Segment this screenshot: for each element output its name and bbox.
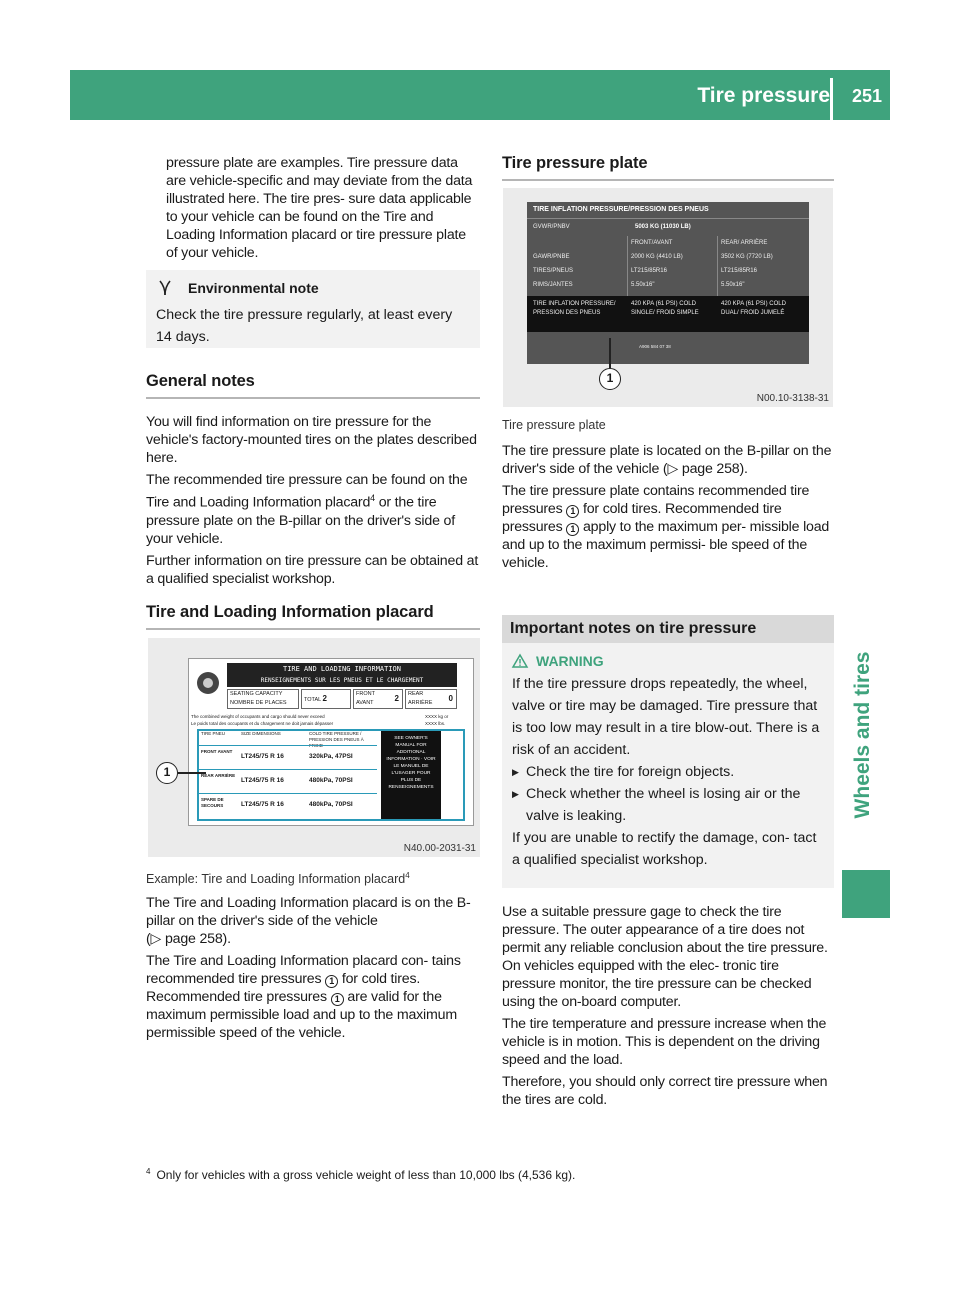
- callout-1-icon: 1: [566, 505, 579, 518]
- tire-table-rows: [199, 745, 377, 817]
- callout-1-icon: 1: [325, 975, 338, 988]
- paragraph: Therefore, you should only correct tire pressure when the tires are cold.: [502, 1074, 828, 1108]
- section-heading: Tire pressure plate: [502, 154, 834, 181]
- paragraph: Further information on tire pressure can be obtained at a qualified specialist workshop.: [146, 552, 479, 587]
- section-heading: Tire and Loading Information placard: [146, 603, 480, 630]
- warning-after: If you are unable to rectify the damage, con- tact a qualified specialist workshop.: [512, 830, 817, 868]
- paragraph: You will find information on tire pressure for the vehicle's factory-mounted tires on the plates described here.: [146, 414, 477, 466]
- list-item: ▶ Check the tire for foreign objects.: [512, 761, 824, 783]
- tire-pressure-plate-section: [502, 154, 834, 181]
- placard-body: The Tire and Loading Information placard is on the B-pillar on the driver's side of the vehicle (▷ page 258). The Tire and Loading Information placard con- tains recommended tire pressures 1 for cold tires. Recommended tire pressures 1 are valid for the maximum permissible load and up to the maximum permissible speed of the vehicle.: [146, 895, 471, 1041]
- section-heading: Important notes on tire pressure: [502, 615, 834, 643]
- paragraph: Use a suitable pressure gage to check the tire pressure. The outer appearance of a tire does not permit any reliable conclusion about the tire pressure. On vehicles equipped with the elec- tronic tire pressure monitor, the tire pressure can be checked using the on-board computer.: [502, 904, 828, 1010]
- page-header: [70, 70, 890, 120]
- inflation-row: TIRE INFLATION PRESSURE/ PRESSION DES PNEUS 420 KPA (61 PSI) COLD SINGLE/ FROID SIMPLE 420 KPA (61 PSI) COLD DUAL/ FROID JUMELÉ: [527, 296, 809, 332]
- leaf-icon: [158, 279, 172, 297]
- important-notes-box: [502, 615, 834, 888]
- plate-body: The tire pressure plate is located on the B-pillar on the driver's side of the vehicle (▷ page 258). The tire pressure plate contains recommended tire pressures 1 for cold tires. Recommended tire pressures 1 apply to the maximum per- missible load and up to the maximum permissi- ble speed of the vehicle.: [502, 443, 832, 571]
- tire-table-header: TIRE PNEU SIZE DIMENSIONS COLD TIRE PRESSURE / PRESSION DES PNEUS À FROID: [201, 731, 364, 748]
- weight-values: XXXX kg or XXXX lbs.: [425, 714, 449, 726]
- callout-line: [609, 338, 611, 368]
- callout-1-icon: 1: [566, 523, 579, 536]
- footnote: $^4$ Only for vehicles with a gross vehicle weight of less than 10,000 lbs (4,536 kg).: [146, 1167, 576, 1182]
- table-row: SPARE DE SECOURS LT245/75 R 16 480kPa, 70PSI: [199, 793, 377, 817]
- list-item: ▶ Check whether the wheel is losing air or the valve is leaking.: [512, 783, 824, 827]
- important-body: [502, 903, 834, 1109]
- callout-marker: 1: [156, 762, 178, 784]
- environmental-note: [146, 270, 480, 348]
- tire-logo-icon: [195, 663, 221, 703]
- placard-figure: [148, 638, 480, 857]
- warning-text: If the tire pressure drops repeatedly, the wheel, valve or tire may be damaged. Tire pressure that is too low may result in a tire blow-out. There is a risk of an accident.: [512, 676, 820, 758]
- callout-1-icon: 1: [331, 993, 344, 1006]
- figure-code: N40.00-2031-31: [403, 843, 476, 854]
- plate-caption: Tire pressure plate: [502, 418, 606, 432]
- figure-code: N00.10-3138-31: [756, 393, 829, 404]
- paragraph: The tire temperature and pressure increase when the vehicle is in motion. This is dependent on the driving speed and the load.: [502, 1016, 827, 1068]
- warning-title: WARNING: [536, 653, 604, 669]
- placard-section: [146, 603, 480, 630]
- section-heading: General notes: [146, 372, 480, 399]
- combined-weight-text: The combined weight of occupants and cargo should never exceed Le poids total des occupants et du chargement ne doit jamais dépasser: [191, 714, 334, 726]
- owners-manual-box: SEE OWNER'S MANUAL FOR ADDITIONAL INFORMATION · VOIR LE MANUEL DE L'USAGER POUR PLUS DE RENSEIGNEMENTS: [381, 731, 441, 819]
- paragraph: The recommended tire pressure can be found on the Tire and Loading Information placard$^4$ or the tire pressure plate on the B-pillar on the driver's side of your vehicle.: [146, 472, 468, 547]
- warning-icon: [512, 654, 528, 668]
- table-row: REAR ARRIÈRE LT245/75 R 16 480kPa, 70PSI: [199, 769, 377, 793]
- callout-line: [178, 772, 206, 774]
- placard-label: [188, 658, 474, 826]
- side-tab-marker: [842, 870, 890, 918]
- header-divider: [830, 78, 833, 120]
- table-row: FRONT AVANT LT245/75 R 16 320kPa, 47PSI: [199, 745, 377, 769]
- tire-table: [197, 729, 465, 821]
- note-title: Environmental note: [188, 280, 319, 296]
- placard-caption: Example: Tire and Loading Information placard$^4$: [146, 871, 410, 887]
- seating-row: SEATING CAPACITY NOMBRE DE PLACES TOTAL 2 FRONT AVANT 2 REAR ARRIÈRE 0: [227, 689, 457, 709]
- plate-figure: [503, 188, 833, 407]
- side-tab-label: Wheels and tires: [851, 651, 874, 819]
- note-text: Check the tire pressure regularly, at least every 14 days.: [156, 307, 453, 345]
- left-intro: pressure plate are examples. Tire pressure data are vehicle-specific and may deviate from the data illustrated here. The tire pres- sure data applicable to your vehicle can be found on the Tire and Loading Information placard or tire pressure plate of your vehicle.: [166, 155, 473, 261]
- callout-marker: 1: [599, 368, 621, 390]
- page-number: 251: [851, 86, 882, 106]
- header-title: Tire pressure: [697, 84, 830, 107]
- placard-title: TIRE AND LOADING INFORMATION RENSEIGNEMENTS SUR LES PNEUS ET LE CHARGEMENT: [227, 663, 457, 687]
- general-notes-section: [146, 372, 480, 588]
- plate-label: TIRE INFLATION PRESSURE/PRESSION DES PNEUS GVWR/PNBV 5003 KG (11030 LB) FRONT/AVANT REAR/ ARRIÈRE GAWR/PNBE 2000 KG (4410 LB) 3502 KG (7720 LB) TIRES/PNEUS LT215/85R16 LT215/85R16 RIMS/JANTES 5.50x16" 5.50x16" TIRE INFLATION PRESSURE/ PRESSION DES PNEUS 420 KPA (61 PSI) COLD SINGLE/ FROID SIMPLE 420 KPA (61 PSI) COLD DUAL/ FROID JUMELÉ A906 584 07 38: [527, 202, 809, 364]
